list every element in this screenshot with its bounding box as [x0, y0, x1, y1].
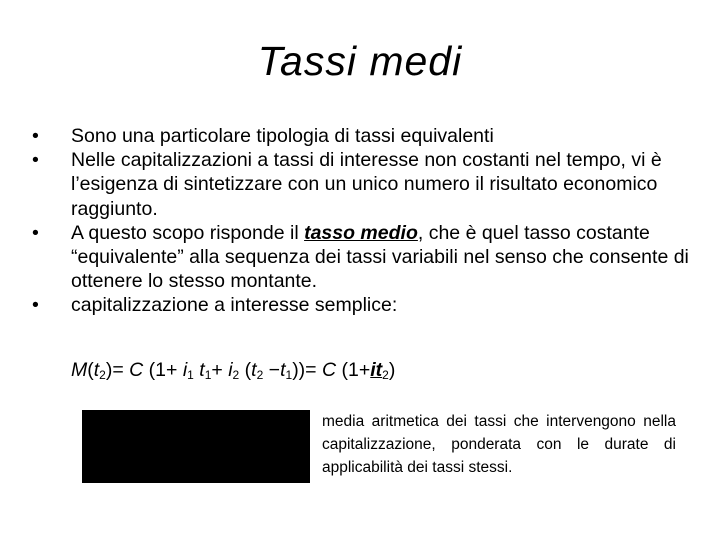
slide-title: Tassi medi — [257, 38, 463, 84]
bullet-text: Sono una particolare tipologia di tassi equivalenti — [71, 125, 494, 147]
note-text: media aritmetica dei tassi che intervengono nella capitalizzazione, ponderata con le durate di applicabilità dei tassi stessi. — [322, 413, 676, 476]
bullet-dot: • — [32, 221, 39, 244]
bullet-text: capitalizzazione a interesse semplice: — [71, 294, 398, 317]
redacted-formula-box — [82, 410, 310, 483]
formula: $M(t_2)= C$ ($1+ i_1$ $t_1+ i_2$ $(t_2 -t_1))= C$ $(1+it_2)$ — [71, 359, 396, 382]
bullet-dot: • — [32, 125, 39, 147]
bullet-item — [30, 148, 690, 221]
bullet-item — [30, 221, 690, 294]
bullet-text: Nelle capitalizzazioni a tassi di interesse non costanti nel tempo, vi è l’esigenza di sintetizzare con un unico numero il risultato economico raggiunto. — [71, 149, 662, 220]
emphasis-tasso-medio: tasso medio — [304, 221, 418, 244]
bullet-text-before: A questo scopo risponde il — [71, 221, 305, 244]
bullet-item — [30, 293, 690, 317]
bullet-item — [30, 124, 690, 148]
bullet-text-after: , che è quel tasso costante “equivalente” alla sequenza dei tassi variabili nel senso che consente di ottenere lo stesso montante. — [71, 221, 689, 293]
bullet-list — [30, 124, 690, 318]
formula-it-emphasis: it — [370, 359, 383, 381]
bullet-dot: • — [32, 149, 39, 172]
bullet-dot: • — [32, 294, 39, 317]
